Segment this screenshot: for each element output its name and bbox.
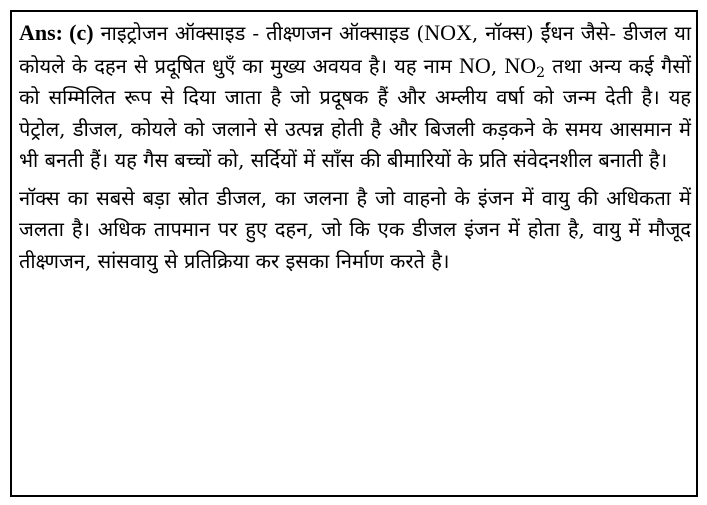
answer-label: Ans: (c) (19, 20, 94, 45)
answer-text (19, 17, 691, 277)
no2-subscript: 2 (536, 64, 546, 81)
paragraph-1 (19, 17, 691, 177)
paragraph-1-text-a: नाइट्रोजन ऑक्साइड - तीक्ष्णजन ऑक्साइड (NOX, नॉक्स) ईंधन जैसे- डीजल या कोयले के दहन से प्रदूषित धुएँ का मुख्य अवयव है। यह नाम NO, NO (19, 20, 691, 78)
paragraph-1-text-b: तथा अन्य कई गैसों को सम्मिलित रूप से दिया जाता है जो प्रदूषक हैं और अम्लीय वर्षा को जन्म देती है। यह पेट्रोल, डीजल, कोयले को जलाने से उत्पन्न होती है और बिजली कड़कने के समय आसमान में भी बनती हैं। यह गैस बच्चों को, सर्दियों में साँस की बीमारियों के प्रति संवेदनशील बनाती है। (19, 53, 691, 172)
answer-box (10, 10, 698, 497)
paragraph-2: नॉक्स का सबसे बड़ा स्रोत डीजल, का जलना है जो वाहनो के इंजन में वायु की अधिकता में जलता है। अधिक तापमान पर हुए दहन, जो कि एक डीजल इंजन में होता है, वायु में मौजूद तीक्ष्णजन, सांसवायु से प्रतिक्रिया कर इसका निर्माण करते है। (19, 185, 691, 273)
